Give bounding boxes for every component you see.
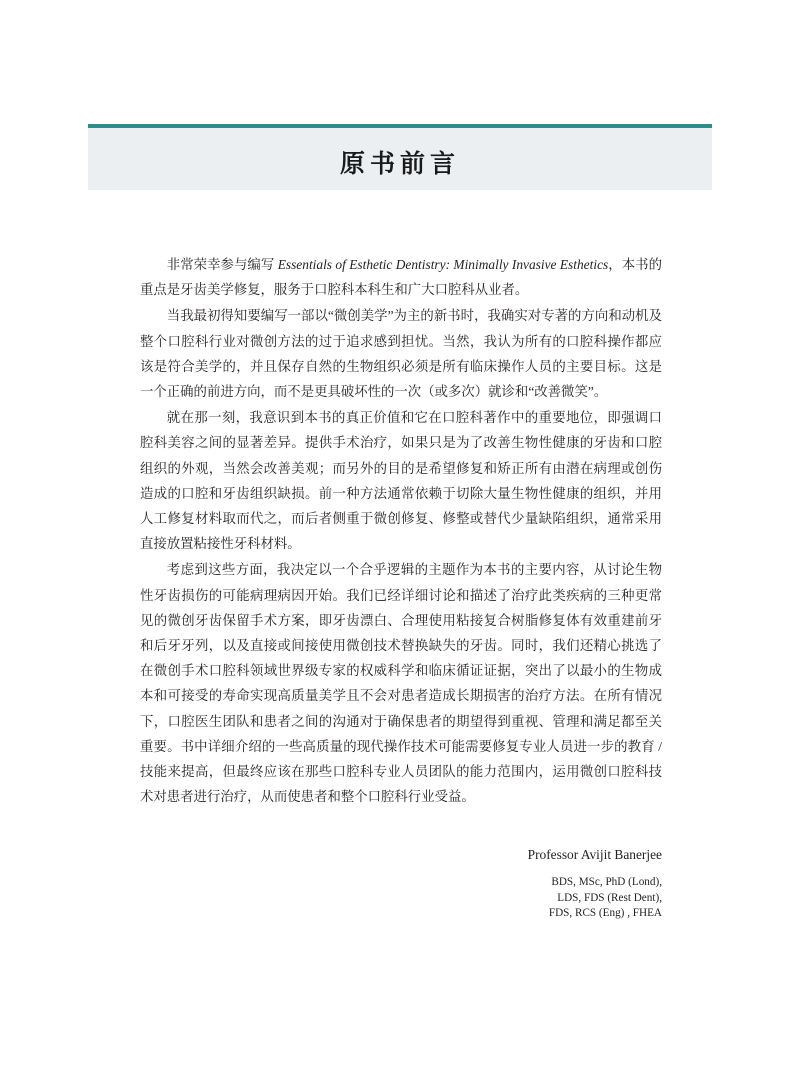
signature-credential-3: FDS, RCS (Eng) , FHEA (548, 907, 662, 919)
paragraph-1-post: ，本书的重点是牙齿美学修复，服务于口腔科本科生和广大口腔科从业者。 (140, 257, 662, 298)
paragraph-1 (140, 252, 662, 302)
page-title-banner (88, 124, 712, 190)
paragraph-3: 就在那一刻，我意识到本书的真正价值和它在口腔科著作中的重要地位，即强调口腔科美容之间的显著差异。提供手术治疗，如果只是为了改善生物性健康的牙齿和口腔组织的外观，当然会改善美观；而另外的目的是希望修复和矫正所有由潜在病理或创伤造成的口腔和牙齿组织缺损。前一种方法通常依赖于切除大量生物性健康的组织，并用人工修复材料取而代之，而后者侧重于微创修复、修整或替代少量缺陷组织，通常采用直接放置粘接性牙科材料。 (140, 410, 662, 552)
paragraph-1-pre: 非常荣幸参与编写 (166, 257, 278, 272)
preface-body (140, 252, 662, 810)
signature-name: Professor Avijit Banerjee (527, 847, 662, 862)
page-title: 原书前言 (339, 149, 460, 178)
signature-credential-1: BDS, MSc, PhD (Lond), (551, 876, 662, 888)
signature-block (140, 845, 662, 922)
book-title-italic: Essentials of Esthetic Dentistry: Minimally Invasive Esthetics (277, 257, 609, 272)
paragraph-2: 当我最初得知要编写一部以“微创美学”为主的新书时，我确实对专著的方向和动机及整个口腔科行业对微创方法的过于追求感到担忧。当然，我认为所有的口腔科操作都应该是符合美学的，并且保存自然的生物组织必须是所有临床操作人员的主要目标。这是一个正确的前进方向，而不是更具破坏性的一次（或多次）就诊和“改善微笑”。 (140, 308, 662, 400)
paragraph-4: 考虑到这些方面，我决定以一个合乎逻辑的主题作为本书的主要内容，从讨论生物性牙齿损伤的可能病理病因开始。我们已经详细讨论和描述了治疗此类疾病的三种更常见的微创牙齿保留手术方案，即牙齿漂白、合理使用粘接复合树脂修复体有效重建前牙和后牙牙列，以及直接或间接使用微创技术替换缺失的牙齿。同时，我们还精心挑选了在微创手术口腔科领域世界级专家的权威科学和临床循证证据，突出了以最小的生物成本和可接受的寿命实现高质量美学且不会对患者造成长期损害的治疗方法。在所有情况下，口腔医生团队和患者之间的沟通对于确保患者的期望得到重视、管理和满足都至关重要。书中详细介绍的一些高质量的现代操作技术可能需要修复专业人员进一步的教育 / 技能来提高，但最终应该在那些口腔科专业人员团队的能力范围内，运用微创口腔科技术对患者进行治疗，从而使患者和整个口腔科行业受益。 (140, 562, 662, 805)
signature-credential-2: LDS, FDS (Rest Dent), (557, 891, 662, 904)
